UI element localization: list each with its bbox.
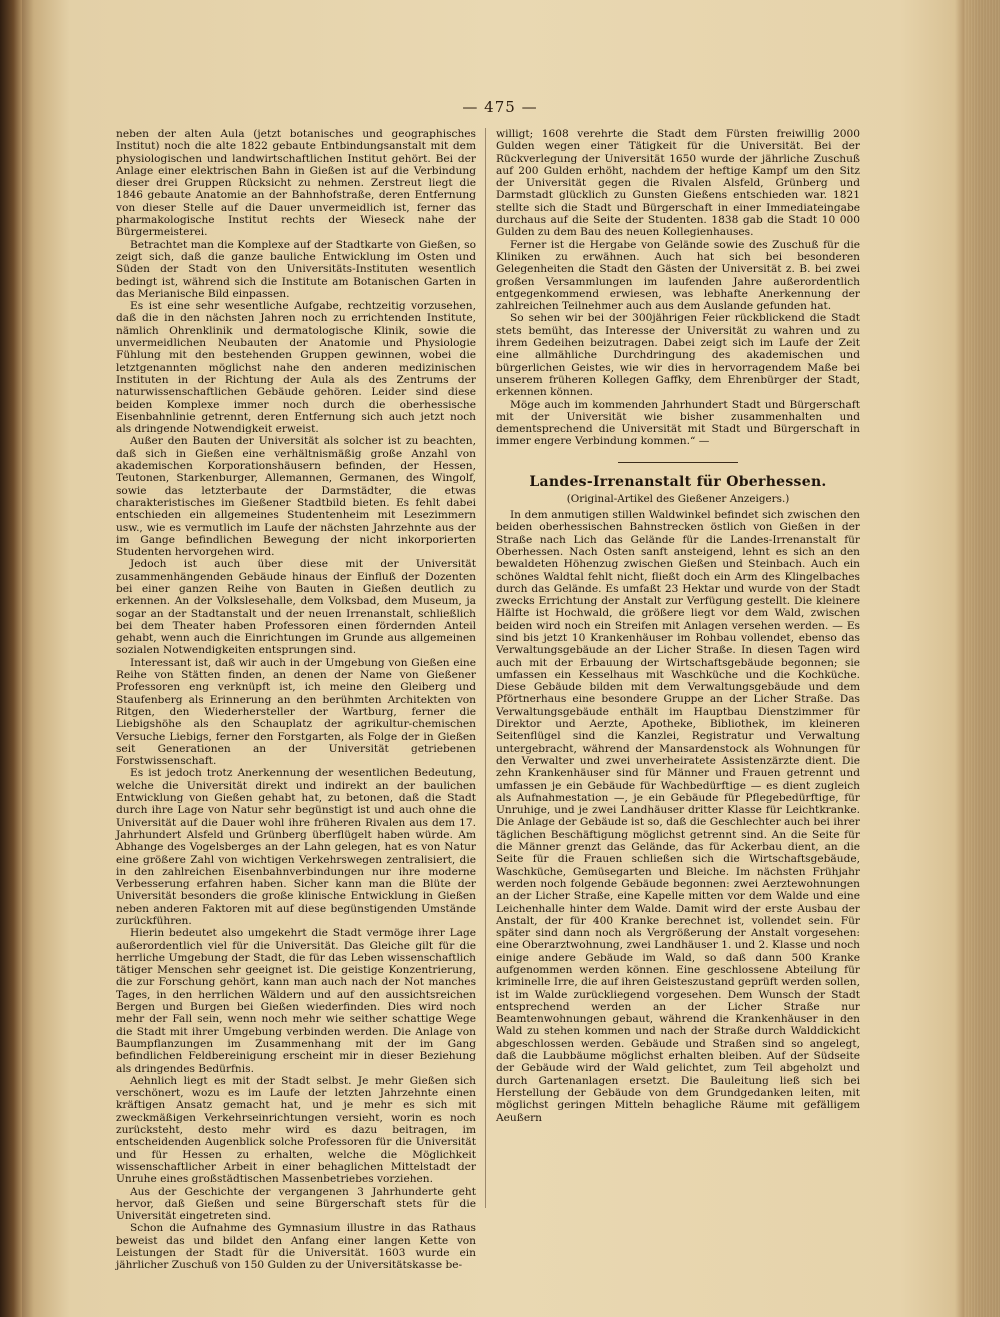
article-source-line: (Original-Artikel des Gießener Anzeigers.) xyxy=(566,492,790,505)
paragraph: neben der alten Aula (jetzt botanisches und geographisches Institut) noch die alte 1822 gebaute Entbindungsanstalt mit dem physiologischen und landwirtschaftlichen Institut gehört. Bei der Anlage einer elektrischen Bahn in Gießen ist auf die Verbindung dieser drei Gruppen Rücksicht zu nehmen. Zerstreut liegt die 1846 gebaute Anatomie an der Bahnhofstraße, deren Entfernung von dieser Stelle auf die Dauer unvermeidlich ist, ferner das pharmakologische Institut rechts der Wieseck nahe der Bürgermeisterei. xyxy=(116,128,476,239)
article-heading: Landes-Irrenanstalt für Oberhessen. xyxy=(529,473,827,490)
paragraph: Es ist jedoch trotz Anerkennung der wesentlichen Bedeutung, welche die Universität direkt und indirekt an der baulichen Entwicklung von Gießen gehabt hat, zu betonen, daß die Stadt durch ihre Lage von Natur sehr begünstigt ist und auch ohne die Universität auf die Dauer wohl ihre früheren Rivalen aus dem 17. Jahrhundert Alsfeld und Grünberg überflügelt haben würde. Am Abhange des Vogelsberges an der Lahn gelegen, hat es von Natur eine größere Zahl von wichtigen Verkehrswegen zentralisiert, die in den zahlreichen Eisenbahnverbindungen nur ihre moderne Verbesserung erfahren haben. Sicher kann man die Blüte der Universität besonders die große klinische Entwicklung in Gießen neben anderen Faktoren mit auf diese begünstigenden Umstände zurückführen. xyxy=(116,767,476,927)
page-stack-edge xyxy=(964,0,1000,1317)
paragraph: Außer den Bauten der Universität als solcher ist zu beachten, daß sich in Gießen eine verhältnismäßig große Anzahl von akademischen Korporationshäusern befinden, der Hessen, Teutonen, Starkenburger, Allemannen, Germanen, des Wingolf, sowie das letzterbaute der Darmstädter, die etwas charakteristisches im Gießener Stadtbild bieten. Es fehlt dabei entschieden ein allgemeines Studentenheim mit Lesezimmern usw., wie es vermutlich im Laufe der nächsten Jahrzehnte aus der im Gange befindlichen Bewegung der nicht inkorporierten Studenten hervorgehen wird. xyxy=(116,435,476,559)
paragraph: Aehnlich liegt es mit der Stadt selbst. Je mehr Gießen sich verschönert, wozu es im Laufe der letzten Jahrzehnte einen kräftigen Ansatz gemacht hat, und je mehr es sich mit zweckmäßigen Verkehrseinrichtungen versieht, worin es noch zurücksteht, desto mehr wird es dazu beitragen, im entscheidenden Augenblick solche Professoren für die Universität und für Hessen zu erhalten, welche die Möglichkeit wissenschaftlicher Arbeit in einer behaglichen Mittelstadt der Unruhe eines großstädtischen Massenbetriebes vorziehen. xyxy=(116,1074,476,1186)
paragraph: Hierin bedeutet also umgekehrt die Stadt vermöge ihrer Lage außerordentlich viel für die Universität. Das Gleiche gilt für die herrliche Umgebung der Stadt, die für das Leben wissenschaftlich tätiger Menschen sehr geeignet ist. Die geistige Konzentrierung, die zur Forschung gehört, kann man auch nach der Not manches Tages, in den herrlichen Wäldern und auf den aussichtsreichen Bergen und Burgen bei Gießen wiederfinden. Dies wird noch mehr der Fall sein, wenn noch mehr wie seither schattige Wege die Stadt mit ihrer Umgebung verbinden werden. Die Anlage von Baumpflanzungen im Zusammenhang mit der im Gang befindlichen Feldbereinigung erscheint mir in dieser Beziehung als dringendes Bedürfnis. xyxy=(116,927,476,1075)
paragraph: Aus der Geschichte der vergangenen 3 Jahrhunderte geht hervor, daß Gießen und seine Bürgerschaft stets für die Universität eingetreten sind. xyxy=(116,1185,476,1223)
paragraph: Schon die Aufnahme des Gymnasium illustre in das Rathaus beweist das und bildet den Anfang einer langen Kette von Leistungen der Stadt für die Universität. 1603 wurde ein jährlicher Zuschuß von 150 Gulden zu der Universitätskasse be- xyxy=(116,1222,476,1272)
right-text-column xyxy=(496,128,860,1218)
section-divider xyxy=(618,462,738,463)
book-gutter-left xyxy=(0,0,22,1317)
paragraph: Es ist eine sehr wesentliche Aufgabe, rechtzeitig vorzusehen, daß die in den nächsten Jahren noch zu errichtenden Institute, nämlich Ohrenklinik und dermatologische Klinik, sowie die unvermeidlichen Neubauten der Anatomie und Physiologie Fühlung mit den bestehenden Gruppen gewinnen, wobei die letztgenannten möglichst nahe den anderen medizinischen Instituten in der Richtung der Aula als des Zentrums der naturwissenschaftlichen Gebäude gehören. Leider sind diese beiden Komplexe immer noch durch die oberhessische Eisenbahnlinie getrennt, deren Entfernung sich auch jetzt noch als dringende Notwendigkeit erweist. xyxy=(116,300,476,436)
column-divider xyxy=(485,128,486,1208)
paragraph: Möge auch im kommenden Jahrhundert Stadt und Bürgerschaft mit der Universität wie bisher zusammenhalten und dementsprechend die Universität mit Stadt und Bürgerschaft in immer engere Verbindung kommen.“ — xyxy=(496,398,860,448)
paragraph: Jedoch ist auch über diese mit der Universität zusammenhängenden Gebäude hinaus der Einfluß der Dozenten bei einer ganzen Reihe von Bauten in Gießen deutlich zu erkennen. An der Volkslesehalle, dem Volksbad, dem Museum, ja sogar an der Stadtanstalt und der neuen Irrenanstalt, schließlich bei dem Theater haben Professoren einen fördernden Anteil gehabt, wenn auch die Einrichtungen im Grunde aus allgemeinen sozialen Notwendigkeiten entsprungen sind. xyxy=(116,558,476,657)
paragraph: In dem anmutigen stillen Waldwinkel befindet sich zwischen den beiden oberhessischen Bahnstrecken östlich von Gießen in der Straße nach Lich das Gelände für die Landes-Irrenanstalt für Oberhessen. Nach Osten sanft ansteigend, lehnt es sich an den bewaldeten Höhenzug zwischen Gießen und Steinbach. Auch ein schönes Waldtal fehlt nicht, fließt doch ein Arm des Klingelbaches durch das Gelände. Es umfaßt 23 Hektar und wurde von der Stadt zwecks Errichtung der Anstalt zur Verfügung gestellt. Die kleinere Hälfte ist Hochwald, die größere liegt vor dem Wald, zwischen beiden wird noch ein Streifen mit Anlagen versehen werden. — Es sind bis jetzt 10 Krankenhäuser im Rohbau vollendet, ebenso das Verwaltungsgebäude an der Licher Straße. In diesen Tagen wird auch mit der Erbauung der Wirtschaftsgebäude begonnen; sie umfassen ein Kesselhaus mit Waschküche und die Kochküche. Diese Gebäude bilden mit dem Verwaltungsgebäude und dem Pförtnerhaus eine besondere Gruppe an der Licher Straße. Das Verwaltungsgebäude enthält im Hauptbau Dienstzimmer für Direktor und Aerzte, Apotheke, Bibliothek, im kleineren Seitenflügel sind die Kanzlei, Registratur und Verwaltung untergebracht, während der Mansardenstock als Wohnungen für den Verwalter und zwei unverheiratete Assistenzärzte dient. Die zehn Krankenhäuser sind für Männer und Frauen getrennt und umfassen je ein Gebäude für Wachbedürftige — es dient zugleich als Aufnahmestation —, je ein Gebäude für Pflegebedürftige, für Unruhige, und je zwei Landhäuser dritter Klasse für Leichtkranke. Die Anlage der Gebäude ist so, daß die Geschlechter auch bei ihrer täglichen Beschäftigung möglichst getrennt sind. An die Seite für die Männer grenzt das Gelände, das für Ackerbau dient, an die Seite für die Frauen schließen sich die Wirtschaftsgebäude, Waschküche, Gemüsegarten und Bleiche. Im nächsten Frühjahr werden noch folgende Gebäude begonnen: zwei Aerztewohnungen an der Licher Straße, eine Kapelle mitten vor dem Walde und eine Leichenhalle hinter dem Walde. Damit wird der erste Ausbau der Anstalt, der für 400 Kranke berechnet ist, vollendet sein. Für später sind dann noch als Vergrößerung der Anstalt vorgesehen: eine Oberarztwohnung, zwei Landhäuser 1. und 2. Klasse und noch einige andere Gebäude im Wald, so daß dann 500 Kranke aufgenommen werden können. Eine geschlossene Abteilung für kriminelle Irre, die auf ihren Geisteszustand geprüft werden sollen, ist im Walde zurückliegend vorgesehen. Dem Wunsch der Stadt entsprechend werden an der Licher Straße nur Beamtenwohnungen gebaut, während die Krankenhäuser in den Wald zu stehen kommen und nach der Straße durch Walddickicht abgeschlossen werden. Gebäude und Straßen sind so angelegt, daß die Laubbäume möglichst erhalten bleiben. Auf der Südseite der Gebäude wird der Wald gelichtet, zum Teil abgeholzt und durch Gartenanlagen ersetzt. Die Bauleitung ließ sich bei Herstellung der Gebäude von dem Grundgedanken leiten, mit möglichst geringen Mitteln behagliche Räume mit gefälligem Aeußern xyxy=(496,509,860,1124)
paragraph: Interessant ist, daß wir auch in der Umgebung von Gießen eine Reihe von Stätten finden, an denen der Name von Gießener Professoren eng verknüpft ist, ich meine den Gleiberg und Staufenberg als Erinnerung an den berühmten Architekten von Ritgen, den Wiederhersteller der Wartburg, ferner die Liebigshöhe als den Schauplatz der agrikultur-chemischen Versuche Liebigs, ferner den Forstgarten, als Folge der in Gießen seit Generationen an der Universität getriebenen Forstwissenschaft. xyxy=(116,656,476,768)
paragraph: So sehen wir bei der 300jährigen Feier rückblickend die Stadt stets bemüht, das Interesse der Universität zu wahren und zu ihrem Gedeihen beizutragen. Dabei zeigt sich im Laufe der Zeit eine allmähliche Durchdringung des akademischen und bürgerlichen Geistes, wie wir dies in hervorragendem Maße bei unserem früheren Kollegen Gaffky, dem Ehrenbürger der Stadt, erkennen können. xyxy=(496,312,860,399)
left-text-column xyxy=(116,128,476,1272)
paragraph: Betrachtet man die Komplexe auf der Stadtkarte von Gießen, so zeigt sich, daß die ganze bauliche Entwicklung im Osten und Süden der Stadt von den Universitäts-Instituten wesentlich bedingt ist, während sich die Institute am Botanischen Garten in das Merianische Bild einpassen. xyxy=(116,238,476,300)
paragraph: Ferner ist die Hergabe von Gelände sowie des Zuschuß für die Kliniken zu erwähnen. Auch hat sich bei besonderen Gelegenheiten die Stadt den Gästen der Universität z. B. bei zwei großen Versammlungen im laufenden Jahre außerordentlich entgegenkommend erwiesen, was lebhafte Anerkennung der zahlreichen Teilnehmer auch aus dem Auslande gefunden hat. xyxy=(496,238,860,313)
page-number: — 475 — xyxy=(462,98,538,116)
paragraph: willigt; 1608 verehrte die Stadt dem Fürsten freiwillig 2000 Gulden wegen einer Tätigkeit für die Universität. Bei der Rückverlegung der Universität 1650 wurde der jährliche Zuschuß auf 200 Gulden erhöht, nachdem der heftige Kampf um den Sitz der Universität gegen die Rivalen Alsfeld, Grünberg und Darmstadt glücklich zu Gunsten Gießens entschieden war. 1821 stellte sich die Stadt und Bürgerschaft in einer Immediateingabe durchaus auf die Seite der Studenten. 1838 gab die Stadt 10 000 Gulden zu dem Bau des neuen Kollegienhauses. xyxy=(496,128,860,239)
